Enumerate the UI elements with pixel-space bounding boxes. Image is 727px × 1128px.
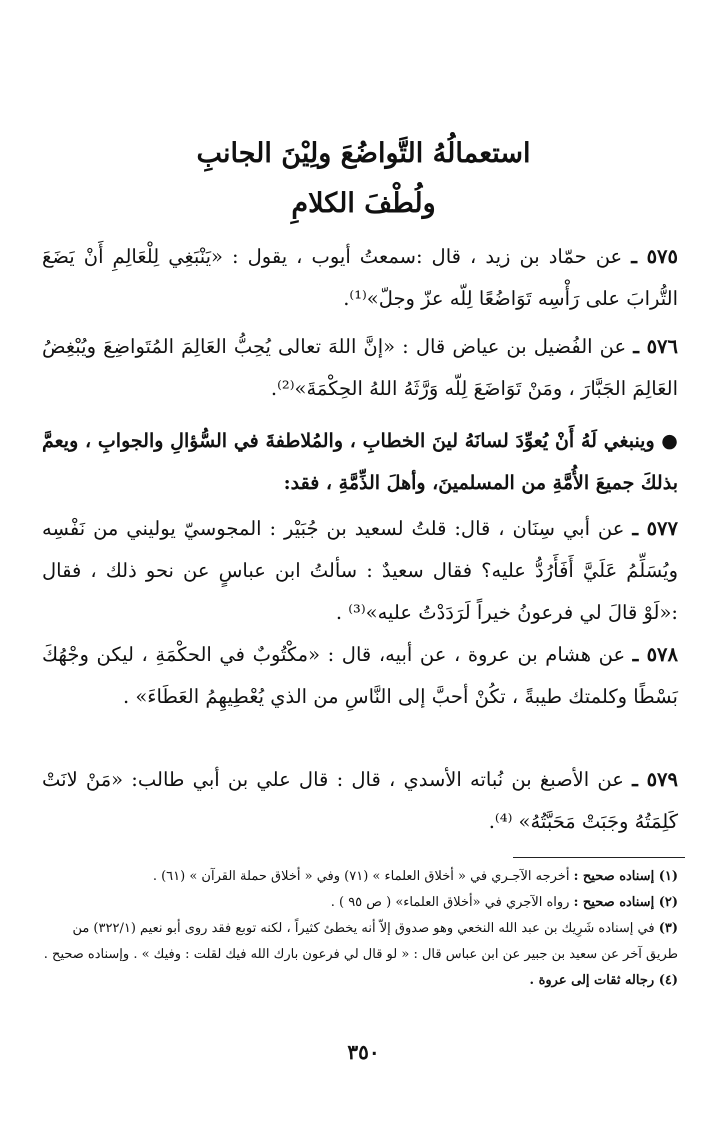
footnote-head: (٣)	[658, 921, 678, 936]
footnote-3	[42, 916, 678, 968]
footnote-body: أخرجه الآجـري في « أخلاق العلماء » (٧١) وفي « أخلاق حملة القرآن » (٦١) .	[152, 869, 574, 884]
narration-579	[42, 759, 678, 843]
footnote-1	[42, 864, 678, 890]
narration-576	[42, 326, 678, 410]
page-number: ٣٥٠	[347, 1040, 380, 1064]
footnote-head: (٤) رجاله ثقات إلى عروة .	[529, 973, 678, 988]
narration-text: عن الأصبغ بن نُباته الأسدي ، قال : قال علي بن أبي طالب: «مَنْ لانَتْ كَلِمَتُهُ وجَبَتْ مَحَبَّتُهُ» ⁽⁴⁾.	[42, 768, 678, 833]
footnote-head: (٢) إسناده صحيح :	[573, 895, 678, 910]
footnote-body: رواه الآجري في «أخلاق العلماء» ( ص ٩٥ ) .	[330, 895, 574, 910]
footnote-2	[42, 890, 678, 916]
commentary-text: وينبغي لَهُ أَنْ يُعوِّدَ لسانَهُ لينَ الخطابِ ، والمُلاطفةَ في السُّؤالِ والجوابِ ، ويعمَّ بذلكَ جميعَ الأُمَّةِ من المسلمينَ، وأهلَ الذِّمَّةِ ، فقد:	[42, 430, 678, 494]
narration-578	[42, 634, 678, 718]
narration-number: ٥٧٧ ـ	[632, 517, 678, 540]
chapter-title-line-1: استعمالُهُ التَّواضُعَ ولِيْنَ الجانبِ	[196, 138, 531, 169]
bullet-mark: ●	[661, 430, 678, 452]
narration-577	[42, 508, 678, 634]
footnote-head: (١) إسناده صحيح :	[573, 869, 678, 884]
narration-number: ٥٧٨ ـ	[632, 643, 678, 666]
narration-text: عن هشام بن عروة ، عن أبيه، قال : «مكْتُوبٌ في الحكْمَةِ ، ليكن وجْهُكَ بَسْطًا وكلمتك طيبةً ، تكُنْ أحبَّ إلى النَّاسِ من الذي يُعْطِيهِمُ العَطَاءَ» .	[42, 643, 678, 708]
narration-text: عن أبي سِنَان ، قال: قلتُ لسعيد بن جُبَيْر : المجوسيّ يوليني من نَفْسِه ويُسَلِّمُ عَلَيَّ أَفَأَرُدُّ عليه؟ فقال سعيدٌ : سألتُ ابن عباسٍ عن نحو ذلك ، فقال :«لَوْ قالَ لي فرعونُ خيراً لَرَدَدْتُ عليه»⁽³⁾ .	[42, 517, 678, 624]
footnote-4	[42, 968, 678, 994]
footnote-body: في إسناده شَرِيك بن عبد الله النخعي وهو صدوق إلاّ أنه يخطئ كثيراً ، لكنه توبع فقد روى أبو نعيم (٣٢٢/١) من طريق آخر عن سعيد بن جبير عن ابن عباس قال : « لو قال لي فرعون بارك الله فيك لقلت : وفيك » . وإسناده صحيح .	[43, 921, 678, 962]
footnotes	[42, 864, 678, 994]
narration-575	[42, 236, 678, 320]
narration-text: عن الفُضيل بن عياض قال : «إنَّ اللهَ تعالى يُحِبُّ العَالِمَ المُتَواضِعَ ويُبْغِضُ العَالِمَ الجَبَّارَ ، ومَنْ تَوَاضَعَ لِلّه وَرَّثَهُ اللهُ الحِكْمَةَ»⁽²⁾.	[42, 335, 678, 400]
chapter-title-line-2: ولُطْفَ الكلامِ	[291, 188, 436, 219]
narration-number: ٥٧٩ ـ	[632, 768, 678, 791]
footnote-divider	[513, 857, 685, 858]
narration-text: عن حمّاد بن زيد ، قال :سمعتُ أيوب ، يقول : «يَنْبَغِي لِلْعَالِمِ أَنْ يَضَعَ التُّرابَ على رَأْسِه تَوَاضُعًا لِلّه عزّ وجلّ»⁽¹⁾.	[42, 245, 678, 310]
narration-number: ٥٧٥ ـ	[631, 245, 678, 268]
commentary-paragraph	[42, 420, 678, 504]
narration-number: ٥٧٦ ـ	[633, 335, 678, 358]
